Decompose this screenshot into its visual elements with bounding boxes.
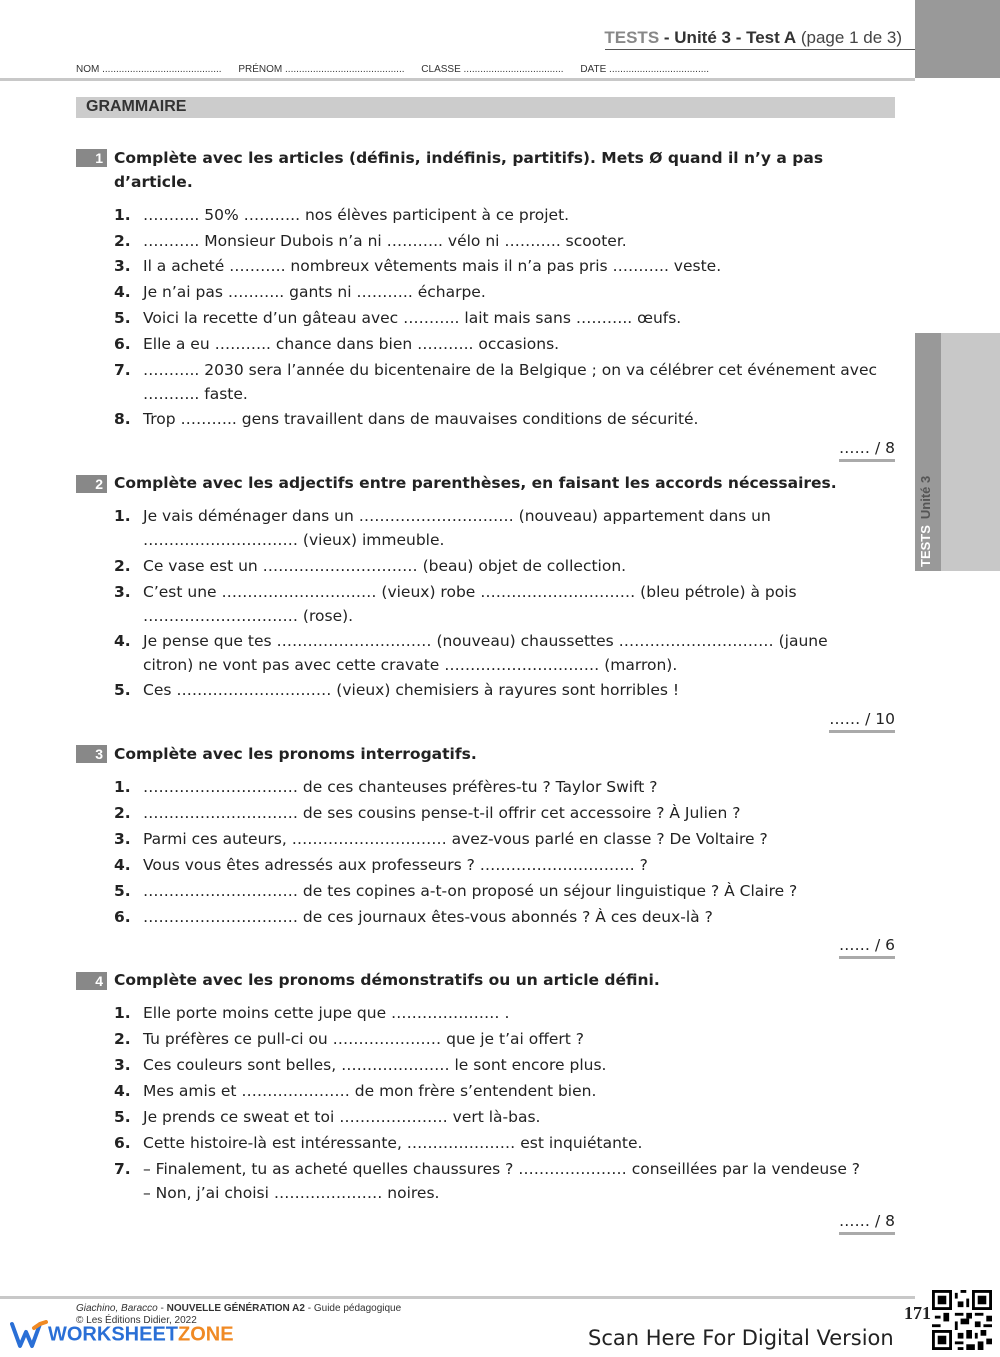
date-field[interactable]: DATE .................................... xyxy=(580,64,710,75)
worksheet-zone-logo: WORKSHEETZONE xyxy=(10,1320,234,1350)
exercise-4-number: 4 xyxy=(76,972,107,990)
scan-label: Scan Here For Digital Version xyxy=(588,1326,894,1350)
score-box[interactable]: …… / 8 xyxy=(839,439,895,462)
exercise-3-number: 3 xyxy=(76,745,107,763)
score-box[interactable]: …… / 10 xyxy=(829,710,895,733)
header-rule xyxy=(605,49,915,50)
page-number: 171 xyxy=(904,1303,931,1323)
header-grey-tab xyxy=(915,0,1000,78)
exercise-2-number: 2 xyxy=(76,475,107,493)
exercise-1-title: Complète avec les articles (définis, indéfinis, partitifs). Mets Ø quand il n’y a pas d’article. xyxy=(114,149,824,191)
section-bar xyxy=(76,97,895,118)
exercise-4-title: Complète avec les pronoms démonstratifs ou un article défini. xyxy=(114,971,660,989)
score-box[interactable]: …… / 6 xyxy=(839,936,895,959)
section-title: GRAMMAIRE xyxy=(86,98,187,115)
footer-rule xyxy=(0,1296,915,1299)
exercise-1-number: 1 xyxy=(76,149,107,167)
footer-credit: Giachino, Baracco - NOUVELLE GÉNÉRATION A2 - Guide pédagogique © Les Éditions Didier, 2022 xyxy=(76,1303,402,1326)
side-tab-label: TESTSUnité 3 xyxy=(918,475,933,567)
qr-code-icon[interactable] xyxy=(932,1290,992,1350)
worksheet-zone-logo-icon xyxy=(10,1320,48,1350)
exercise-3-title: Complète avec les pronoms interrogatifs. xyxy=(114,745,477,763)
identity-rule xyxy=(0,78,915,81)
exercise-2-title: Complète avec les adjectifs entre parenthèses, en faisant les accords nécessaires. xyxy=(114,474,837,492)
classe-field[interactable]: CLASSE .................................... xyxy=(421,64,564,75)
prenom-field[interactable]: PRÉNOM ........................................... xyxy=(238,64,405,75)
nom-field[interactable]: NOM ........................................... xyxy=(76,64,222,75)
score-box[interactable]: …… / 8 xyxy=(839,1212,895,1235)
identity-line xyxy=(76,64,723,75)
test-header-title: TESTS - Unité 3 - Test A (page 1 de 3) xyxy=(604,28,902,47)
